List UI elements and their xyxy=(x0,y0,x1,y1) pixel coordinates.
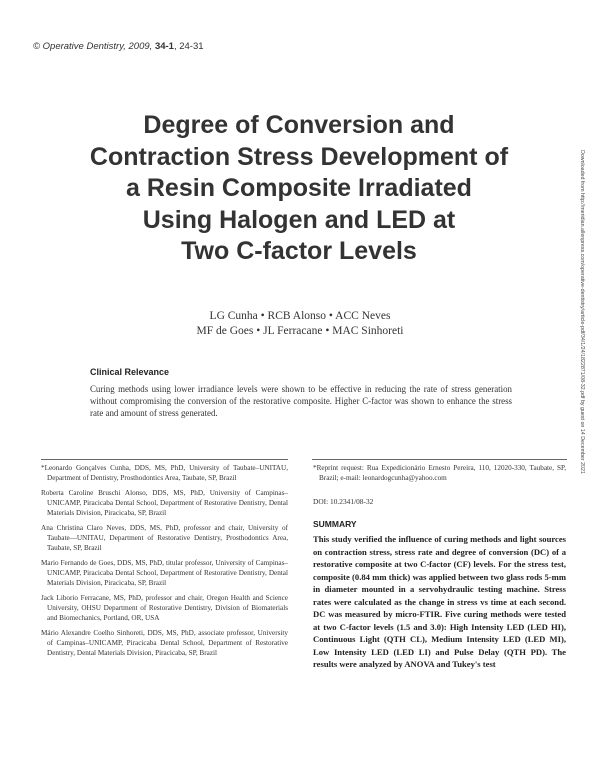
journal-citation xyxy=(33,41,204,52)
reprint-request: *Reprint request: Rua Expedicionário Ernesto Pereira, 110, 12020-330, Taubate, SP, Brazil; e-mail: leonardogcunha@yahoo.com xyxy=(313,464,566,482)
affiliation-item: *Leonardo Gonçalves Cunha, DDS, MS, PhD, University of Taubate–UNITAU, Department of Dentistry, Prosthodontics Area, Taubate, SP, Brazil xyxy=(41,464,288,482)
title-line: a Resin Composite Irradiated xyxy=(126,174,472,202)
download-watermark xyxy=(575,150,587,690)
summary-text: This study verified the influence of curing methods and light sources on contraction stress, stress rate and degree of conversion (DC) of a restorative composite at two C-factor (CF) levels. For the stress test, composite (0.84 mm thick) was applied between two glass rods 5-mm in diameter mounted in a servohydraulic testing machine. Stress rates were calculated as the change in stress vs time at each second. DC was measured by micro-FTIR. Five curing methods were tested at two C-factor levels (1.5 and 3.0): High Intensity LED (LED HI), Continuous Light (QTH CL), Medium Intensity LED (LED MI), Low Intensity LED (LED LI) and Pulse Delay (QTH PD). The results were analyzed by ANOVA and Tukey's test xyxy=(313,534,566,669)
affiliation-item: Mario Fernando de Goes, DDS, MS, PhD, titular professor, University of Campinas–UNICAMP, Piracicaba Dental School, Department of Restorative Dentistry, Dental Materials Division, Piracicaba, SP, Brazil xyxy=(41,559,288,587)
author-list xyxy=(100,309,500,339)
affiliation-item: Mário Alexandre Coelho Sinhoreti, DDS, MS, PhD, associate professor, University of Campinas–UNICAMP, Piracicaba Dental School, Department of Restorative Dentistry, Dental Materials Division, Piracicaba, SP, Brazil xyxy=(41,629,288,657)
title-line: Degree of Conversion and xyxy=(143,111,455,139)
copyright-symbol: © xyxy=(33,41,40,52)
summary-heading: SUMMARY xyxy=(313,519,357,529)
affiliations xyxy=(41,463,288,663)
title-line: Two C-factor Levels xyxy=(181,237,417,265)
journal-name: Operative Dentistry, 2009, xyxy=(42,41,153,52)
journal-pages: , 24-31 xyxy=(173,41,204,52)
journal-volume: 34-1 xyxy=(154,41,174,52)
doi: DOI: 10.2341/08-32 xyxy=(313,497,374,506)
affiliation-divider xyxy=(41,459,288,460)
title-line: Contraction Stress Development of xyxy=(89,142,509,171)
clinical-relevance-text: Curing methods using lower irradiance levels were shown to be effective in reducing the rate of stress generation without compromising the conversion of the restorative composite. Higher C-factor was shown to enhance the stress rate and amount of stress generated. xyxy=(90,384,512,418)
affiliation-item: Roberta Caroline Bruschi Alonso, DDS, MS, PhD, University of Campinas–UNICAMP, Piracicaba Dental School, Department of Restorative Dentistry, Dental Materials Division, Piracicaba, SP, Brazil xyxy=(41,489,288,517)
affiliation-item: Jack Liborio Ferracane, MS, PhD, professor and chair, Oregon Health and Science University, OHSU Department of Restorative Dentistry, Division of Biomaterials and Biomechanics, Portland, OR, USA xyxy=(41,594,288,622)
clinical-relevance-heading: Clinical Relevance xyxy=(90,367,170,377)
affiliation-item: Ana Christina Claro Neves, DDS, MS, PhD, professor and chair, University of Taubate—UNITAU, Department of Restorative Dentistry, Prosthodontics Area, Taubate, SP, Brazil xyxy=(41,524,288,552)
download-note: Downloaded from http://meridian.allenpress.com/operative-dentistry/article-pdf/34/1/24/1822871/08-32.pdf by guest on 14 December 2021 xyxy=(579,150,585,474)
reprint-divider xyxy=(312,459,567,460)
author-line: MF de Goes • JL Ferracane • MAC Sinhoreti xyxy=(196,325,404,337)
paper-title xyxy=(40,110,558,268)
title-line: Using Halogen and LED at xyxy=(142,205,456,234)
author-line: LG Cunha • RCB Alonso • ACC Neves xyxy=(209,310,391,322)
